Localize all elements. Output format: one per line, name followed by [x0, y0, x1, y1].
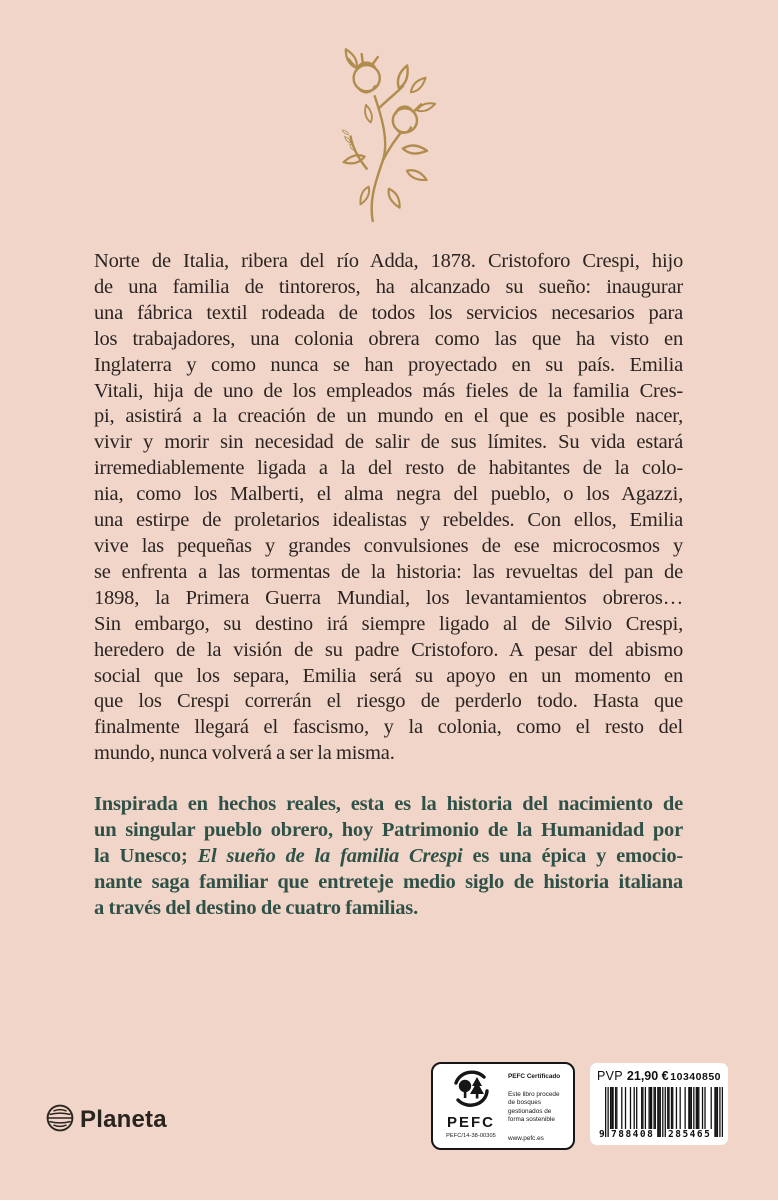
price-value: 21,90 € — [626, 1069, 669, 1083]
text-line: Vitali, hija de uno de los empleados más fieles de la familia Cres- — [94, 379, 683, 402]
publisher-name: Planeta — [80, 1106, 167, 1133]
pefc-acronym: PEFC — [446, 1114, 495, 1131]
text-line: los trabajadores, una colonia obrera como las que ha visto en — [94, 327, 683, 350]
ean-first-digit: 9 — [599, 1129, 607, 1140]
text-line: se enfrenta a las tormentas de la historia: las revueltas del pan de — [94, 560, 683, 583]
text-line: Norte de Italia, ribera del río Adda, 1878. Cristoforo Crespi, hijo — [94, 250, 683, 272]
publisher-logo — [46, 1104, 167, 1136]
text-line: vivir y morir sin necesidad de salir de sus límites. Su vida estará — [94, 431, 683, 454]
text-line: una estirpe de proletarios idealistas y rebeldes. Con ellos, Emilia — [94, 509, 683, 532]
text-line: una fábrica textil rodeada de todos los servicios necesarios para — [94, 301, 683, 324]
text-line: nia, como los Malberti, el alma negra del pueblo, o los Agazzi, — [94, 483, 683, 506]
text-line: la Unesco; El sueño de la familia Crespi es una épica y emocio- — [94, 844, 683, 867]
text-line: Sin embargo, su destino irá siempre ligado al de Silvio Crespi, — [94, 612, 683, 635]
text-line: pi, asistirá a la creación de un mundo en el que es posible nacer, — [94, 405, 683, 428]
pefc-certification-box — [431, 1062, 575, 1150]
text-line: a través del destino de cuatro familias. — [94, 896, 418, 919]
pefc-url: www.pefc.es — [508, 1134, 544, 1142]
pefc-cert-number: PEFC/14-38-00305 — [446, 1133, 496, 1139]
text-line: 1898, la Primera Guerra Mundial, los levantamientos obreros… — [94, 586, 683, 609]
ean-group2: 285465 — [668, 1129, 712, 1140]
synopsis-paragraph-2 — [94, 792, 683, 922]
pefc-title: PEFC Certificado — [508, 1073, 561, 1080]
barcode-box — [590, 1063, 728, 1145]
text-line: de una familia de tintoreros, ha alcanzado su sueño: inaugurar — [94, 275, 683, 298]
text-line: vive las pequeñas y grandes convulsiones de ese microcosmos y — [94, 534, 683, 557]
pvp-label: PVP — [597, 1069, 623, 1083]
edition-code: 10340850 — [670, 1071, 721, 1083]
text-line: irremediablemente ligada a la del resto de habitantes de la colo- — [94, 457, 683, 480]
text-line: Inglaterra y como nunca se han proyectado en su país. Emilia — [94, 353, 683, 376]
pefc-logo-icon — [448, 1070, 494, 1115]
text-line: finalmente llegará el fascismo, y la colonia, como el resto del — [94, 716, 683, 739]
planeta-globe-icon — [46, 1104, 74, 1137]
synopsis — [94, 249, 683, 922]
text-line: nante saga familiar que entreteje medio siglo de historia italiana — [94, 870, 683, 893]
text-line: un singular pueblo obrero, hoy Patrimonio de la Humanidad por — [94, 819, 683, 842]
synopsis-paragraph-1 — [94, 249, 683, 767]
pefc-description: Este libro procede de bosques gestionados de forma sostenible — [508, 1090, 560, 1123]
text-line: heredero de la visión de su padre Cristoforo. A pesar del abismo — [94, 638, 683, 661]
floral-branch-icon — [306, 48, 466, 224]
text-line: que los Crespi correrán el riesgo de perderlo todo. Hasta que — [94, 690, 683, 713]
text-line: mundo, nunca volverá a ser la misma. — [94, 742, 395, 765]
ean-group1: 788408 — [611, 1129, 655, 1140]
text-line: social que los separa, Emilia será su apoyo en un momento en — [94, 664, 683, 687]
text-line: Inspirada en hechos reales, esta es la historia del nacimiento de — [94, 793, 683, 816]
ean-barcode — [599, 1087, 721, 1140]
